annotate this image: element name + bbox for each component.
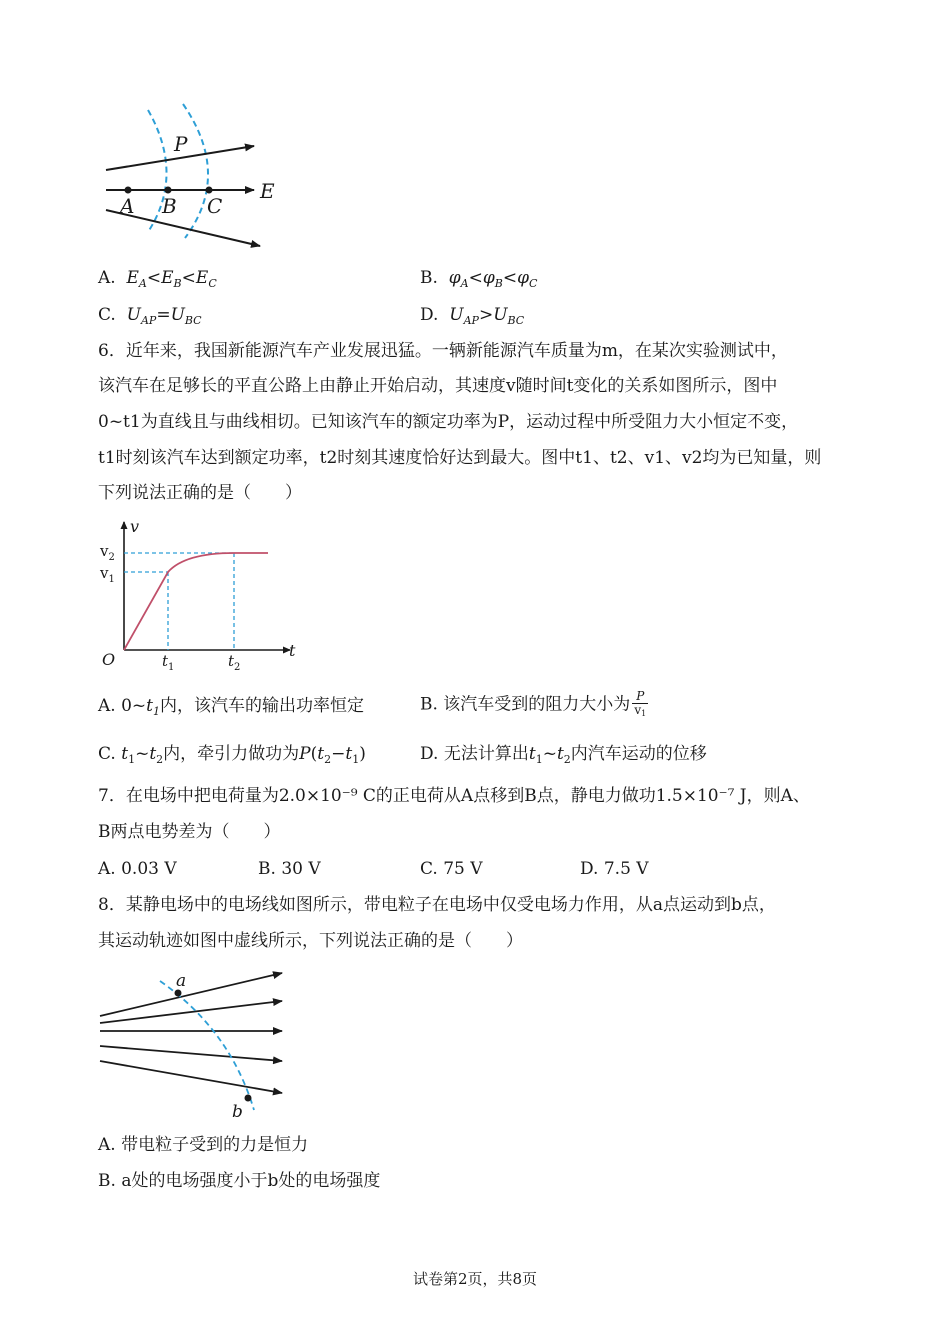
q6-stem-line-1: 6．近年来，我国新能源汽车产业发展迅猛。一辆新能源汽车质量为m，在某次实验测试中， <box>98 341 788 361</box>
label-c: C <box>207 194 223 218</box>
q7-option-c: C. 75 V <box>420 859 483 879</box>
q5-option-a: A. $E_A<E_B<E_C$ <box>98 268 217 290</box>
label-e: E <box>260 179 275 203</box>
q5-option-d: D. $U_{AP}>U_{BC}$ <box>420 305 525 327</box>
q7-option-d: D. 7.5 V <box>580 859 649 879</box>
label-point-b: b <box>232 1102 243 1122</box>
q6-option-b: B. 该汽车受到的阻力大小为 $\frac{P}{v_1}$ <box>420 689 647 718</box>
q6-stem-line-2: 该汽车在足够长的平直公路上由静止开始启动，其速度v随时间t变化的关系如图所示，图中 <box>98 376 778 396</box>
v2-label: $v_2$ <box>100 542 115 563</box>
q6-option-d: D. 无法计算出$t_1\sim t_2$内汽车运动的位移 <box>420 744 707 766</box>
q8-stem-line-1: 8．某静电场中的电场线如图所示，带电粒子在电场中仅受电场力作用，从a点运动到b点， <box>98 895 776 915</box>
t1-label: $t_1$ <box>162 652 175 673</box>
label-a: A <box>120 194 135 218</box>
q6-option-c: C. $t_1\sim t_2$内，牵引力做功为$P(t_2-t_1)$ <box>98 744 366 766</box>
label-point-a: a <box>176 971 187 991</box>
t-axis-label: t <box>289 641 296 660</box>
origin-label: O <box>102 650 116 669</box>
q8-option-a: A. 带电粒子受到的力是恒力 <box>98 1135 309 1155</box>
q7-option-b: B. 30 V <box>258 859 321 879</box>
q7-stem-line-1: 7．在电场中把电荷量为2.0×10⁻⁹ C的正电荷从A点移到B点，静电力做功1.5×10⁻⁷ J，则A、 <box>98 786 810 806</box>
q6-stem-line-3: 0~t1为直线且与曲线相切。已知该汽车的额定功率为P，运动过程中所受阻力大小恒定不变， <box>98 412 799 432</box>
point-b-marker <box>245 1095 252 1102</box>
q6-stem-line-5: 下列说法正确的是（ ） <box>98 483 302 503</box>
q8-field-line-5 <box>100 1061 282 1093</box>
label-p: P <box>174 132 188 156</box>
q5-option-b: B. $\varphi_A<\varphi_B<\varphi_C$ <box>420 268 538 290</box>
q8-option-b: B. a处的电场强度小于b处的电场强度 <box>98 1171 381 1191</box>
q5-option-c: C. $U_{AP}=U_{BC}$ <box>98 305 202 327</box>
q7-stem-line-2: B两点电势差为（ ） <box>98 822 281 842</box>
q8-field-line-4 <box>100 1046 282 1061</box>
page-footer: 试卷第2页，共8页 <box>412 1270 538 1288</box>
particle-trajectory <box>160 981 254 1110</box>
label-b: B <box>162 194 177 218</box>
q6-option-a: A. $0\sim t_1$内，该汽车的输出功率恒定 <box>98 696 364 718</box>
q7-option-a: A. 0.03 V <box>98 859 177 879</box>
q8-field-line-1 <box>100 973 282 1016</box>
v1-label: $v_1$ <box>100 564 115 585</box>
q8-stem-line-2: 其运动轨迹如图中虚线所示，下列说法正确的是（ ） <box>98 931 523 951</box>
q8-field-line-2 <box>100 1001 282 1023</box>
t2-label: $t_2$ <box>228 652 241 673</box>
v-axis-label: v <box>130 517 140 536</box>
q6-stem-line-4: t1时刻该汽车达到额定功率，t2时刻其速度恰好达到最大。图中t1、t2、v1、v2均为已知量，则 <box>98 448 822 468</box>
